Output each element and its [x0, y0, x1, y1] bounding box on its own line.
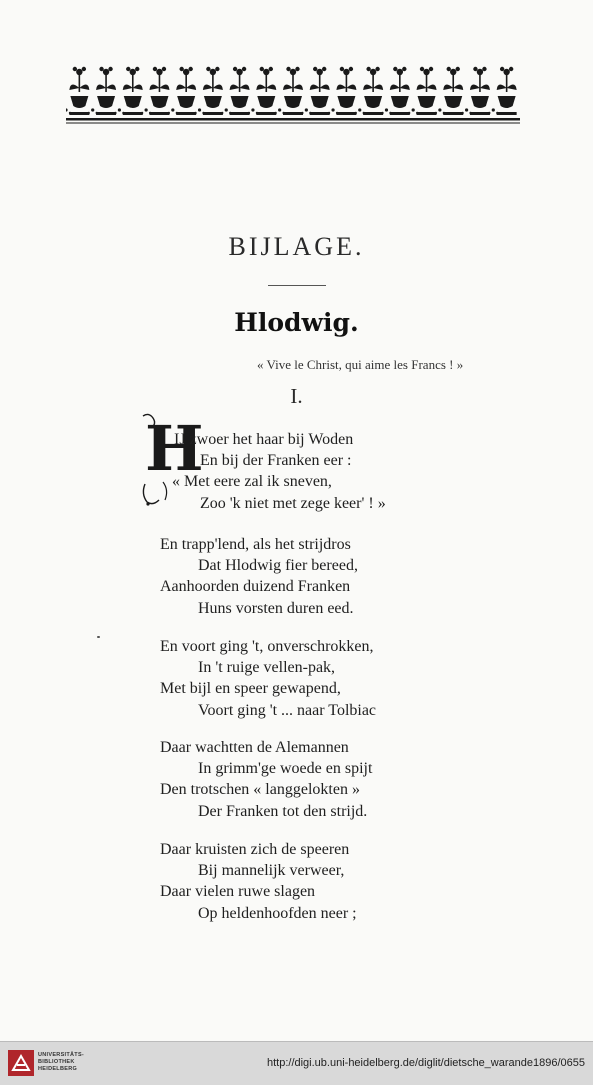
poem-line: Daar wachtten de Alemannen [160, 739, 349, 756]
institution-line: BIBLIOTHEK [38, 1059, 75, 1065]
initial-letter: H [145, 412, 204, 485]
poem-line: Dat Hlodwig fier bereed, [198, 557, 358, 575]
poem-line: IJ zwoer het haar bij Woden [174, 431, 354, 448]
institution-name [38, 1052, 84, 1073]
institution-line: HEIDELBERG [38, 1066, 78, 1072]
poem-line: Daar kruisten zich de speeren [160, 841, 350, 858]
poem-line: Voort ging 't ... naar Tolbiac [198, 701, 377, 719]
epigraph: « Vive le Christ, qui aime les Francs ! » [257, 357, 464, 372]
library-logo-icon [8, 1050, 34, 1076]
poem-line: En bij der Franken eer : [200, 452, 352, 470]
poem-line: Den trotschen « langgelokten » [160, 781, 360, 799]
poem-line: In grimm'ge woede en spijt [198, 760, 373, 778]
institution-line: UNIVERSITÄTS- [38, 1052, 85, 1058]
poem-line: « Met eere zal ik sneven, [172, 473, 332, 491]
poem-line: Zoo 'k niet met zege keer' ! » [200, 494, 386, 512]
appendix-heading: BIJLAGE. [228, 232, 365, 261]
poem-line: Aanhoorden duizend Franken [160, 578, 351, 596]
source-url[interactable]: http://digi.ub.uni-heidelberg.de/diglit/dietsche_warande1896/0655 [266, 1057, 585, 1069]
poem-line: Der Franken tot den strijd. [198, 802, 368, 820]
poem-line: En voort ging 't, onverschrokken, [160, 638, 374, 655]
poem-line: Met bijl en speer gewapend, [160, 680, 341, 698]
poem-title: Hlodwig. [234, 308, 359, 337]
footer-bar [0, 1041, 593, 1085]
poem-line: Op heldenhoofden neer ; [198, 904, 357, 922]
poem-line: Huns vorsten duren eed. [198, 599, 354, 617]
poem-line: Bij mannelijk verweer, [198, 862, 345, 880]
poem-line: Daar vielen ruwe slagen [160, 883, 316, 901]
poem-line: En trapp'lend, als het strijdros [160, 536, 351, 553]
section-number: I. [290, 384, 303, 408]
page-speck [97, 636, 100, 638]
poem-line: In 't ruige vellen-pak, [198, 659, 336, 677]
